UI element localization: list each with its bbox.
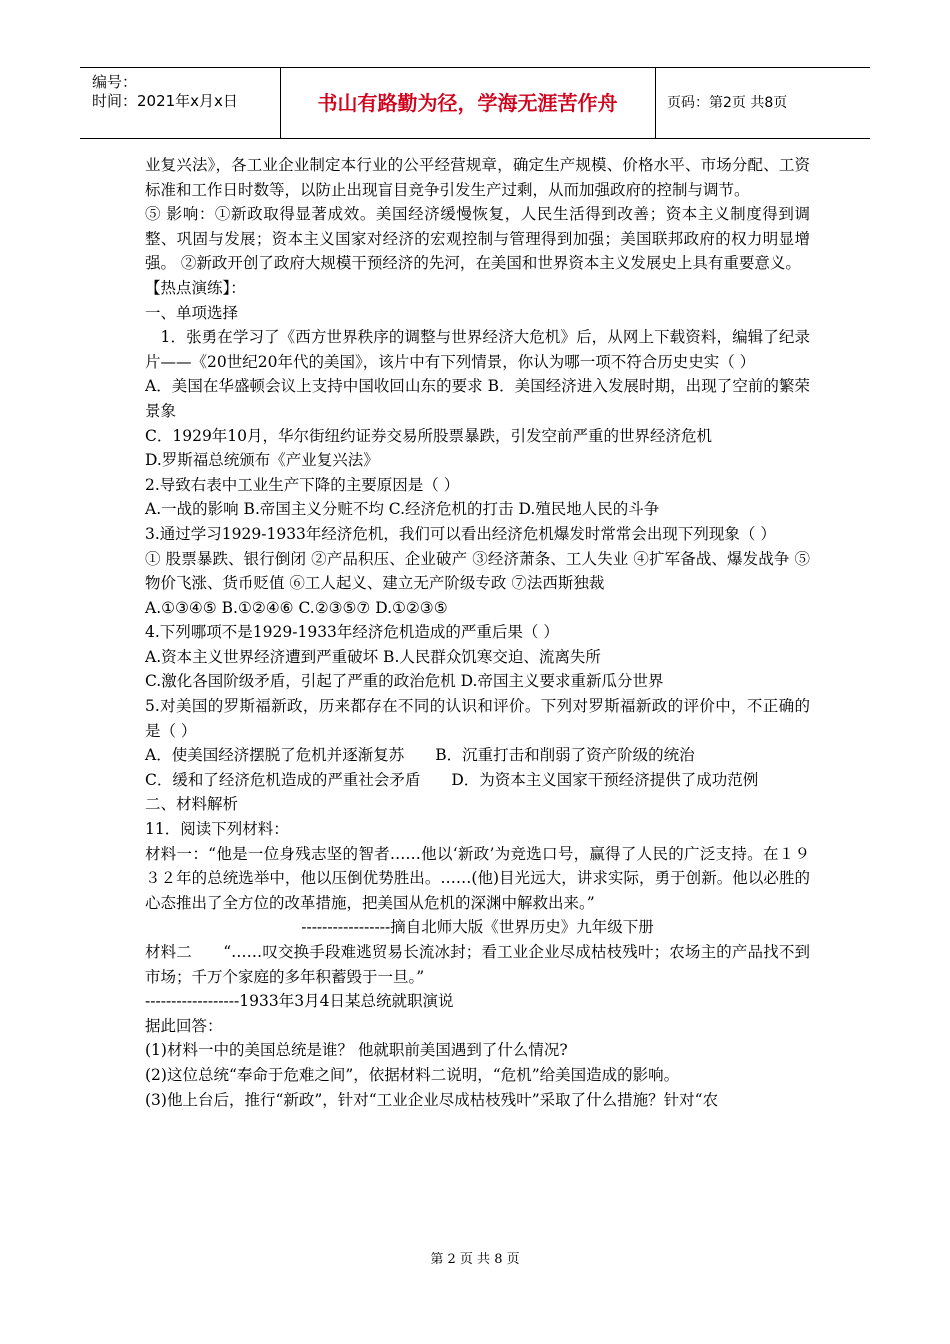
option: A.①③④⑤ B.①②④⑥ C.②③⑤⑦ D.①②③⑤ — [145, 598, 448, 617]
option: C．缓和了经济危机造成的严重社会矛盾 D．为资本主义国家干预经济提供了成功范例 — [145, 770, 759, 789]
document-body — [145, 153, 810, 1112]
option: A．美国在华盛顿会议上支持中国收回山东的要求 B．美国经济进入发展时期，出现了空前的繁荣景象 — [145, 377, 810, 420]
option: D.罗斯福总统颁布《产业复兴法》 — [145, 451, 379, 470]
paragraph: 业复兴法》，各工业企业制定本行业的公平经营规章，确定生产规模、价格水平、市场分配、工资标准和工作日时数等，以防止出现盲目竞争引发生产过剩，从而加强政府的控制与调节。 — [145, 156, 810, 199]
sub-question: (3)他上台后，推行“新政”，针对“工业企业尽成枯枝残叶”采取了什么措施？针对“农 — [145, 1090, 719, 1109]
material-two: 材料二 “……叹交换手段难逃贸易长流冰封；看工业企业尽成枯枝残叶；农场主的产品找不到市场；千万个家庭的多年积蓄毁于一旦。” — [145, 943, 810, 986]
option: ① 股票暴跌、银行倒闭 ②产品积压、企业破产 ③经济萧条、工人失业 ④扩军备战、爆发战争 ⑤物价飞涨、货币贬值 ⑥工人起义、建立无产阶级专政 ⑦法西斯独裁 — [145, 549, 810, 593]
question: 2.导致右表中工业生产下降的主要原因是（ ） — [145, 475, 460, 494]
paragraph: ⑤ 影响：①新政取得显著成效。美国经济缓慢恢复，人民生活得到改善；资本主义制度得到调整、巩固与发展；资本主义国家对经济的宏观控制与管理得到加强；美国联邦政府的权力明显增强。 ②新政开创了政府大规模干预经济的先河，在美国和世界资本主义发展史上具有重要意义。 — [145, 205, 810, 273]
question: 3.通过学习1929-1933年经济危机，我们可以看出经济危机爆发时常常会出现下列现象（ ） — [145, 524, 776, 543]
page-label: 页码：第2页 共8页 — [667, 95, 788, 111]
section-heading: 二、材料解析 — [145, 795, 239, 814]
sub-question: (2)这位总统“奉命于危难之间”，依据材料二说明，“危机”给美国造成的影响。 — [145, 1065, 680, 1084]
question: 1．张勇在学习了《西方世界秩序的调整与世界经济大危机》后，从网上下载资料，编辑了纪录片——《20世纪20年代的美国》，该片中有下列情景，你认为哪一项不符合历史史实（ ） — [145, 328, 810, 371]
option: A．使美国经济摆脱了危机并逐渐复苏 B．沉重打击和削弱了资产阶级的统治 — [145, 746, 695, 765]
option: A.一战的影响 B.帝国主义分赃不均 C.经济危机的打击 D.殖民地人民的斗争 — [145, 500, 660, 519]
question: 5.对美国的罗斯福新政，历来都存在不同的认识和评价。下列对罗斯福新政的评价中，不正确的是（ ） — [145, 697, 810, 740]
option: C.激化各国阶级矛盾，引起了严重的政治危机 D.帝国主义要求重新瓜分世界 — [145, 672, 664, 691]
material-one: 材料一：“他是一位身残志坚的智者……他以‘新政’为竞选口号，赢得了人民的广泛支持。在１９３２年的总统选举中，他以压倒优势胜出。……(他)目光远大，讲求实际，勇于创新。他以必胜的心态推出了全方位的改革措施，把美国从危机的深渊中解救出来。” — [145, 844, 810, 912]
time-label: 时间：2021年x月x日 — [92, 92, 238, 110]
header-page-cell — [655, 68, 870, 138]
page-footer: 第 2 页 共 8 页 — [430, 1252, 520, 1267]
number-label: 编号： — [92, 73, 138, 91]
section-heading: 【热点演练】： — [145, 278, 246, 297]
question: 11．阅读下列材料： — [145, 820, 289, 839]
prompt: 据此回答： — [145, 1016, 223, 1035]
page-header — [80, 67, 870, 139]
motto: 书山有路勤为径，学海无涯苦作舟 — [317, 91, 618, 115]
material-source: ------------------1933年3月4日某总统就职演说 — [145, 992, 454, 1011]
option: C．1929年10月，华尔街纽约证券交易所股票暴跌，引发空前严重的世界经济危机 — [145, 426, 713, 445]
header-motto-cell — [280, 68, 656, 138]
question: 4.下列哪项不是1929-1933年经济危机造成的严重后果（ ） — [145, 623, 559, 642]
sub-question: (1)材料一中的美国总统是谁？ 他就职前美国遇到了什么情况? — [145, 1041, 568, 1060]
material-source: -----------------摘自北师大版《世界历史》九年级下册 — [301, 918, 654, 937]
option: A.资本主义世界经济遭到严重破坏 B.人民群众饥寒交迫、流离失所 — [145, 647, 601, 666]
section-heading: 一、单项选择 — [145, 303, 239, 322]
header-left-cell — [80, 68, 281, 138]
